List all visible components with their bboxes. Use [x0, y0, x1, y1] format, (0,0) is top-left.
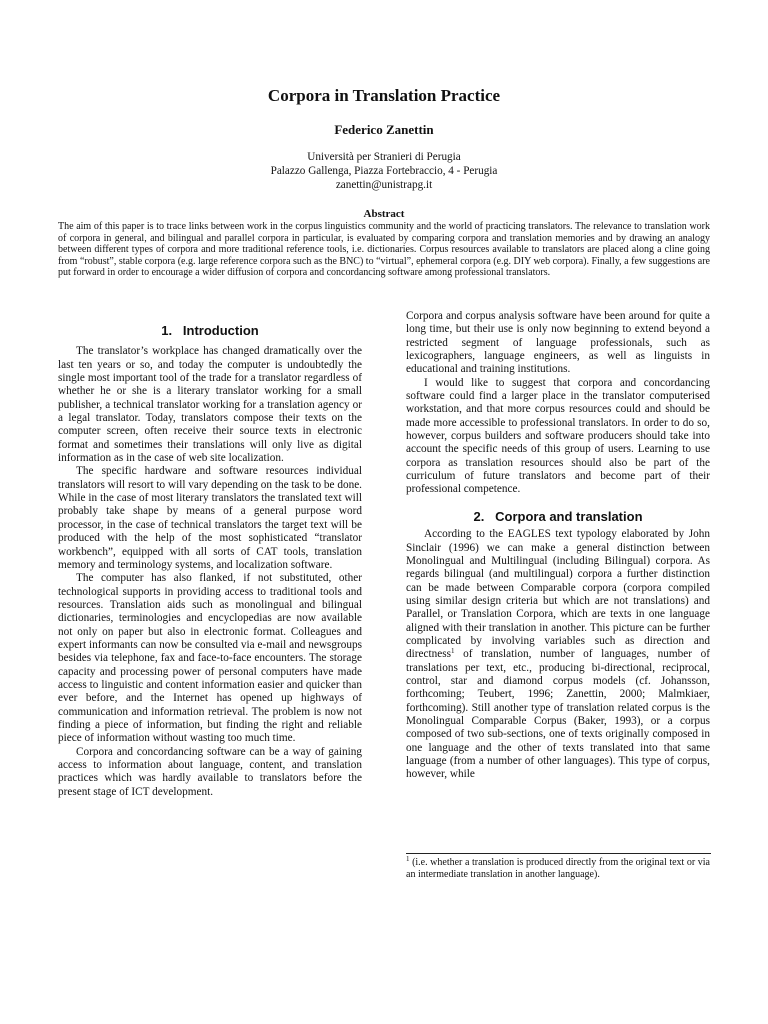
abstract-text: The aim of this paper is to trace links between work in the corpus linguistics community and the world of practicing translators. The relevance to translation work of corpora in general, and bilingual and parallel corpora in particular, is evaluated by comparing corpora and translation memories and by drawing an analogy between different types of corpora and more traditional reference tools, i.e. dictionaries. Corpus resources available to translators are placed along a cline going from “robust”, stable corpora (e.g. large reference corpora such as the BNC) to “virtual”, ephemeral corpora (e.g. DIY web corpora). Finally, a few suggestions are put forward in order to encourage a wider diffusion of corpora and concordancing software among professional translators. [58, 221, 710, 279]
footnote-marker: 1 [406, 855, 410, 863]
section-number: 2. [473, 508, 485, 524]
affiliation-institution: Università per Stranieri di Perugia [307, 151, 461, 163]
affiliation-block [0, 150, 768, 192]
paragraph [406, 528, 710, 782]
author-name: Federico Zanettin [334, 122, 434, 137]
paragraph-continued: Corpora and corpus analysis software have been around for quite a long time, but their use is only now beginning to extend beyond a restricted segment of language professionals, such as lexicographers, language engineers, as well as linguists in educational and training institutions. [406, 310, 710, 376]
section-title: Corpora and translation [495, 508, 643, 524]
abstract-heading: Abstract [363, 208, 405, 220]
footnote-marker: 1 [450, 647, 455, 656]
affiliation-address: Palazzo Gallenga, Piazza Fortebraccio, 4 - Perugia [270, 165, 498, 177]
affiliation-email: zanettin@unistrapg.it [335, 179, 433, 191]
section-heading-corpora-and-translation [406, 510, 710, 523]
paper-title: Corpora in Translation Practice [267, 86, 501, 105]
footnote [406, 857, 710, 882]
section-number: 1. [161, 323, 173, 338]
paragraph: Corpora and concordancing software can be a way of gaining access to information about language, content, and translation practices which was hardly available to translators before the present stage of ICT development. [58, 745, 362, 798]
paragraph: I would like to suggest that corpora and concordancing software could find a larger place in the translator computerised workstation, and that more corpus resources could and should be made more accessible to professional translators. In order to do so, however, corpus builders and software producers should take into account the specific needs of this group of users. Learning to use corpora as translation resources should also be part of the curriculum of future translators and become part of their professional competence. [406, 376, 710, 496]
paragraph-text: According to the EAGLES text typology elaborated by John Sinclair (1996) we can make a general distinction between Monolingual and Multilingual (including Bilingual) corpora. As regards bilingual (and multilingual) corpora a further distinction can be made between Comparable corpora (corpora compiled using similar design criteria but which are not translations) and Parallel, or Translation Corpora, which are texts in one language aligned with their translation in another. This picture can be further complicated by involving variables such as direction and directness [406, 528, 710, 661]
paragraph-text: of translation, number of languages, number of translations per text, etc., producing bi-directional, reciprocal, control, star and diamond corpus models (cf. Johansson, forthcoming; Teubert, 1996; Zanettin, 2000; Malmkiaer, forthcoming). Still another type of translation related corpus is the Monolingual Comparable Corpus (Baker, 1993), or a corpus composed of two sub-sections, one of texts originally composed in one language and the other of texts translated into that same language (from a number of other languages). This type of corpus, however, while [406, 648, 710, 781]
section-heading-introduction [58, 324, 362, 337]
right-column [406, 310, 710, 782]
left-column [58, 320, 362, 799]
paragraph: The computer has also flanked, if not substituted, other technological supports in providing access to traditional tools and resources. Translation aids such as monolingual and bilingual dictionaries, terminologies and encyclopedias are now available not only on paper but also in electronic format. Colleagues and expert informants can now be consulted via e-mail and newsgroups besides via telephone, fax and face-to-face encounters. The storage capacity and processing power of personal computers have made access to linguistic and content information easier and quicker than ever before, and the Internet has opened up highways of communication and information retrieval. The problem is now not finding a piece of information, but finding the right and reliable piece of information without wasting too much time. [58, 572, 362, 745]
paragraph: The specific hardware and software resources individual translators will resort to will vary depending on the task to be done. While in the case of most literary translators the translated text will probably take shape by means of a general purpose word processor, in the case of technical translators the target text will be produced with the help of the most sophisticated “translator workbench”, equipped with all sorts of CAT tools, translation memory and terminology systems, and localization software. [58, 465, 362, 571]
footnote-text: (i.e. whether a translation is produced directly from the original text or via an intermediate translation in another language). [406, 857, 710, 881]
paragraph: The translator’s workplace has changed dramatically over the last ten years or so, and today the computer is undoubtedly the single most important tool of the trade for a translator regardless of whether he or she is a literary translator working for a small publisher, a technical translator working for a translation agency or a legal translator. Today, translators compose their texts on the computer screen, often receive their source texts in electronic format and sometimes their translations will only live as digital information as in the case of web site localization. [58, 345, 362, 465]
section-title: Introduction [182, 323, 259, 338]
footnote-divider [406, 853, 711, 854]
